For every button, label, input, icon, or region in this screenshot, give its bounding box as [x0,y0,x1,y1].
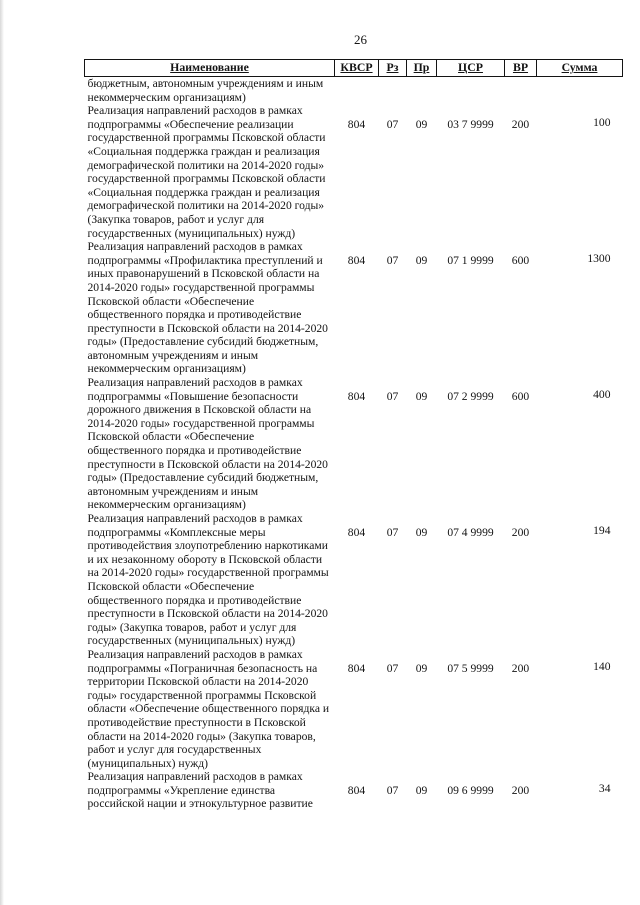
column-header-kvsr: КВСР [335,60,379,77]
row-rz: 07 [386,254,399,268]
row-rz: 07 [386,118,399,132]
row-vr: 200 [511,118,530,132]
table-row [85,648,623,770]
row-pr: 09 [415,118,428,132]
budget-table [84,59,623,811]
table-row [85,104,623,240]
row-vr: 600 [511,390,530,404]
table-row [85,77,623,105]
table-row [85,770,623,811]
row-vr [505,77,537,105]
row-kvsr: 804 [347,254,366,268]
row-kvsr: 804 [347,661,366,675]
row-vr: 200 [511,526,530,539]
row-csr: 07 4 9999 [447,526,494,539]
column-header-vr: ВР [505,60,537,77]
row-kvsr [335,77,379,105]
row-csr [437,77,505,105]
row-sum: 1300 [587,252,611,266]
row-vr: 200 [511,661,530,675]
row-name: Реализация направлений расходов в рамках подпрограммы «Комплексные меры противодействия злоупотреблению наркотиками и их незаконному обороту в Псковской области на 2014-2020 годы» государственной программы Псковской области «Обеспечение общественного порядка и противодействие преступности в Псковской области на 2014-2020 годы» (Закупка товаров, работ и услуг для государственных (муниципальных) нужд) [87,512,329,648]
row-sum: 400 [593,388,611,402]
row-sum: 140 [593,659,611,673]
row-csr: 07 2 9999 [447,390,494,404]
column-header-csr: ЦСР [437,60,505,77]
column-header-name: Наименование [85,60,335,77]
row-pr: 09 [415,661,428,675]
column-header-rz: Рз [379,60,407,77]
row-sum: 100 [593,116,611,130]
column-header-pr: Пр [407,60,437,77]
table-row [85,512,623,648]
row-pr [407,77,437,105]
row-pr: 09 [415,526,428,539]
row-rz: 07 [386,526,399,539]
row-rz: 07 [386,661,399,675]
row-pr: 09 [415,254,428,268]
row-rz: 07 [386,390,399,404]
row-csr: 03 7 9999 [447,118,494,132]
row-csr: 07 1 9999 [447,254,494,268]
row-name: Реализация направлений расходов в рамках подпрограммы «Обеспечение реализации государственной программы Псковской области «Социальная поддержка граждан и реализация демографической политики на 2014-2020 годы» государственной программы Псковской области «Социальная поддержка граждан и реализация демографической политики на 2014-2020 годы» (Закупка товаров, работ и услуг для государственных (муниципальных) нужд) [87,104,326,240]
table-header-row [85,60,623,77]
row-name: Реализация направлений расходов в рамках подпрограммы «Пограничная безопасность на территории Псковской области на 2014-2020 годы» государственной программы Псковской области «Обеспечение общественного порядка и противодействие преступности в Псковской области на 2014-2020 годы» (Закупка товаров, работ и услуг для государственных (муниципальных) нужд) [87,647,330,770]
column-header-sum: Сумма [537,60,623,77]
row-csr: 09 6 9999 [447,784,494,798]
table-row [85,240,623,376]
row-kvsr: 804 [347,118,366,132]
row-name: бюджетным, автономным учреждениям и иным некоммерческим организациям) [87,77,324,104]
row-name: Реализация направлений расходов в рамках подпрограммы «Повышение безопасности дорожного движения в Псковской области на 2014-2020 годы» государственной программы Псковской области «Обеспечение общественного порядка и противодействие преступности в Псковской области на 2014-2020 годы» (Предоставление субсидий бюджетным, автономным учреждениям и иным некоммерческим организациям) [87,376,328,512]
row-name: Реализация направлений расходов в рамках подпрограммы «Укрепление единства российской нации и этнокультурное развитие [87,770,313,811]
row-kvsr: 804 [347,390,366,404]
row-sum [537,77,623,105]
page-number: 26 [354,32,367,47]
row-vr: 600 [511,254,530,268]
row-pr: 09 [415,390,428,404]
row-pr: 09 [415,784,428,798]
row-kvsr: 804 [347,784,366,798]
row-csr: 07 5 9999 [447,661,494,675]
row-rz [379,77,407,105]
row-sum: 34 [598,782,611,796]
row-kvsr: 804 [347,526,366,539]
row-rz: 07 [386,784,399,798]
table-row [85,376,623,512]
row-name: Реализация направлений расходов в рамках подпрограммы «Профилактика преступлений и иных правонарушений в Псковской области на 2014-2020 годы» государственной программы Псковской области «Обеспечение общественного порядка и противодействие преступности в Псковской области на 2014-2020 годы» (Предоставление субсидий бюджетным, автономным учреждениям и иным некоммерческим организациям) [87,240,328,376]
scan-shadow-edge [0,0,4,905]
row-sum: 194 [593,524,611,537]
row-vr: 200 [511,784,530,798]
